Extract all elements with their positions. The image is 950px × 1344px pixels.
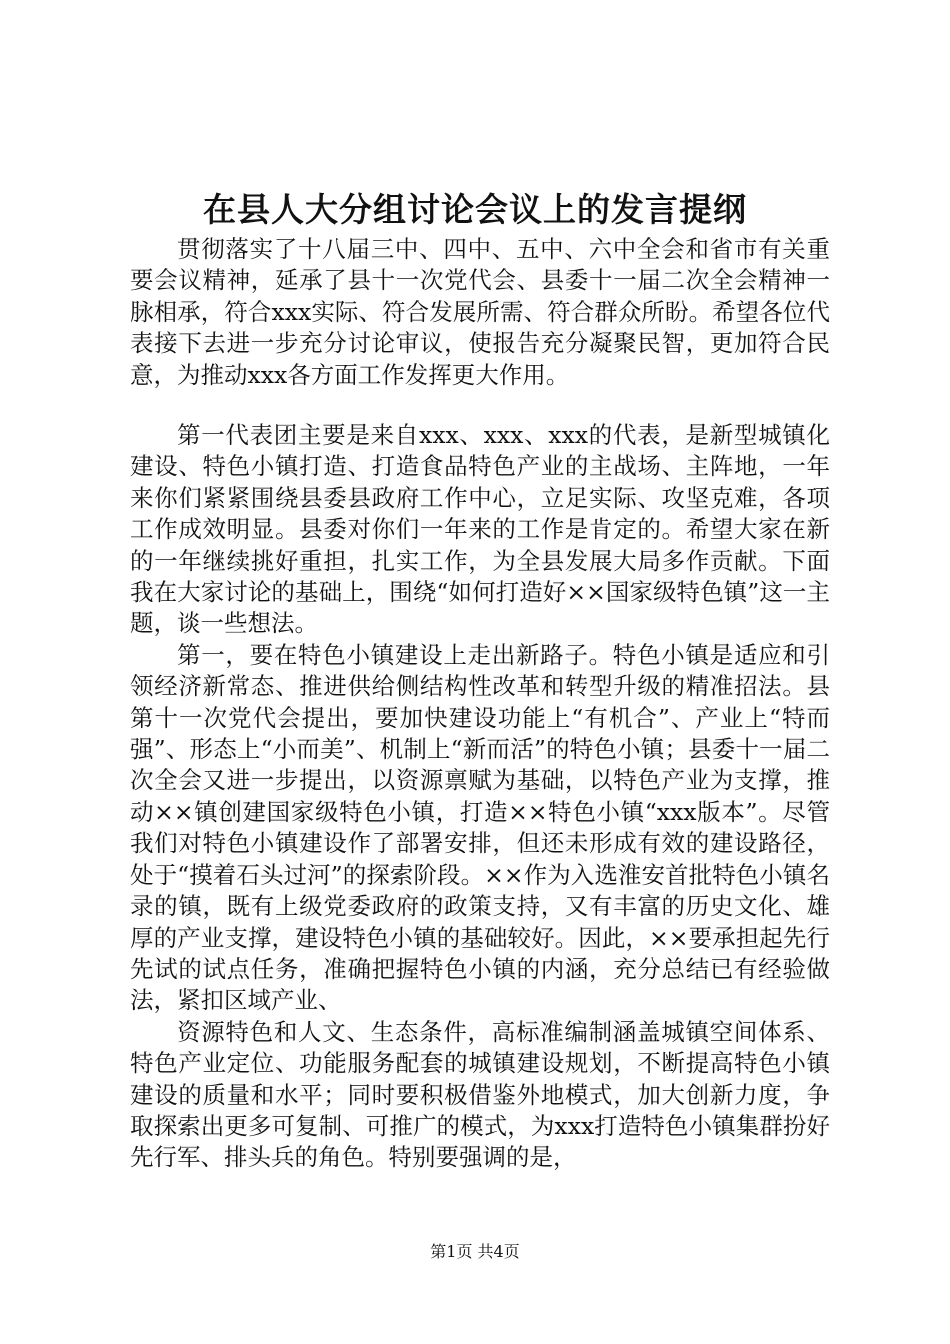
- paragraph: 第一代表团主要是来自xxx、xxx、xxx的代表，是新型城镇化建设、特色小镇打造、打造食品特色产业的主战场、主阵地，一年来你们紧紧围绕县委县政府工作中心，立足实际、攻坚克难，各项工作成效明显。县委对你们一年来的工作是肯定的。希望大家在新的一年继续挑好重担，扎实工作，为全县发展大局多作贡献。下面我在大家讨论的基础上，围绕“如何打造好××国家级特色镇”这一主题，谈一些想法。: [130, 421, 830, 638]
- intro-section: [130, 234, 830, 391]
- main-section: [130, 420, 830, 1174]
- paragraph: 贯彻落实了十八届三中、四中、五中、六中全会和省市有关重要会议精神，延承了县十一次党代会、县委十一届二次全会精神一脉相承，符合xxx实际、符合发展所需、符合群众所盼。希望各位代表接下去进一步充分讨论审议，使报告充分凝聚民智，更加符合民意，为推动xxx各方面工作发挥更大作用。: [130, 235, 830, 389]
- paragraph: 资源特色和人文、生态条件，高标准编制涵盖城镇空间体系、特色产业定位、功能服务配套的城镇建设规划，不断提高特色小镇建设的质量和水平；同时要积极借鉴外地模式，加大创新力度，争取探索出更多可复制、可推广的模式，为xxx打造特色小镇集群扮好先行军、排头兵的角色。特别要强调的是，: [130, 1017, 830, 1172]
- paragraph: 第一，要在特色小镇建设上走出新路子。特色小镇是适应和引领经济新常态、推进供给侧结构性改革和转型升级的精准招法。县第十一次党代会提出，要加快建设功能上“有机合”、产业上“特而强”、形态上“小而美”、机制上“新而活”的特色小镇；县委十一届二次全会又进一步提出，以资源禀赋为基础，以特色产业为支撑，推动××镇创建国家级特色小镇，打造××特色小镇“xxx版本”。尽管我们对特色小镇建设作了部署安排，但还未形成有效的建设路径，处于“摸着石头过河”的探索阶段。××作为入选淮安首批特色小镇名录的镇，既有上级党委政府的政策支持，又有丰富的历史文化、雄厚的产业支撑，建设特色小镇的基础较好。因此，××要承担起先行先试的试点任务，准确把握特色小镇的内涵，充分总结已有经验做法，紧扣区域产业、: [130, 640, 830, 1015]
- page-number-footer: 第1页 共4页: [430, 1242, 520, 1261]
- document-title: 在县人大分组讨论会议上的发言提纲: [203, 190, 747, 229]
